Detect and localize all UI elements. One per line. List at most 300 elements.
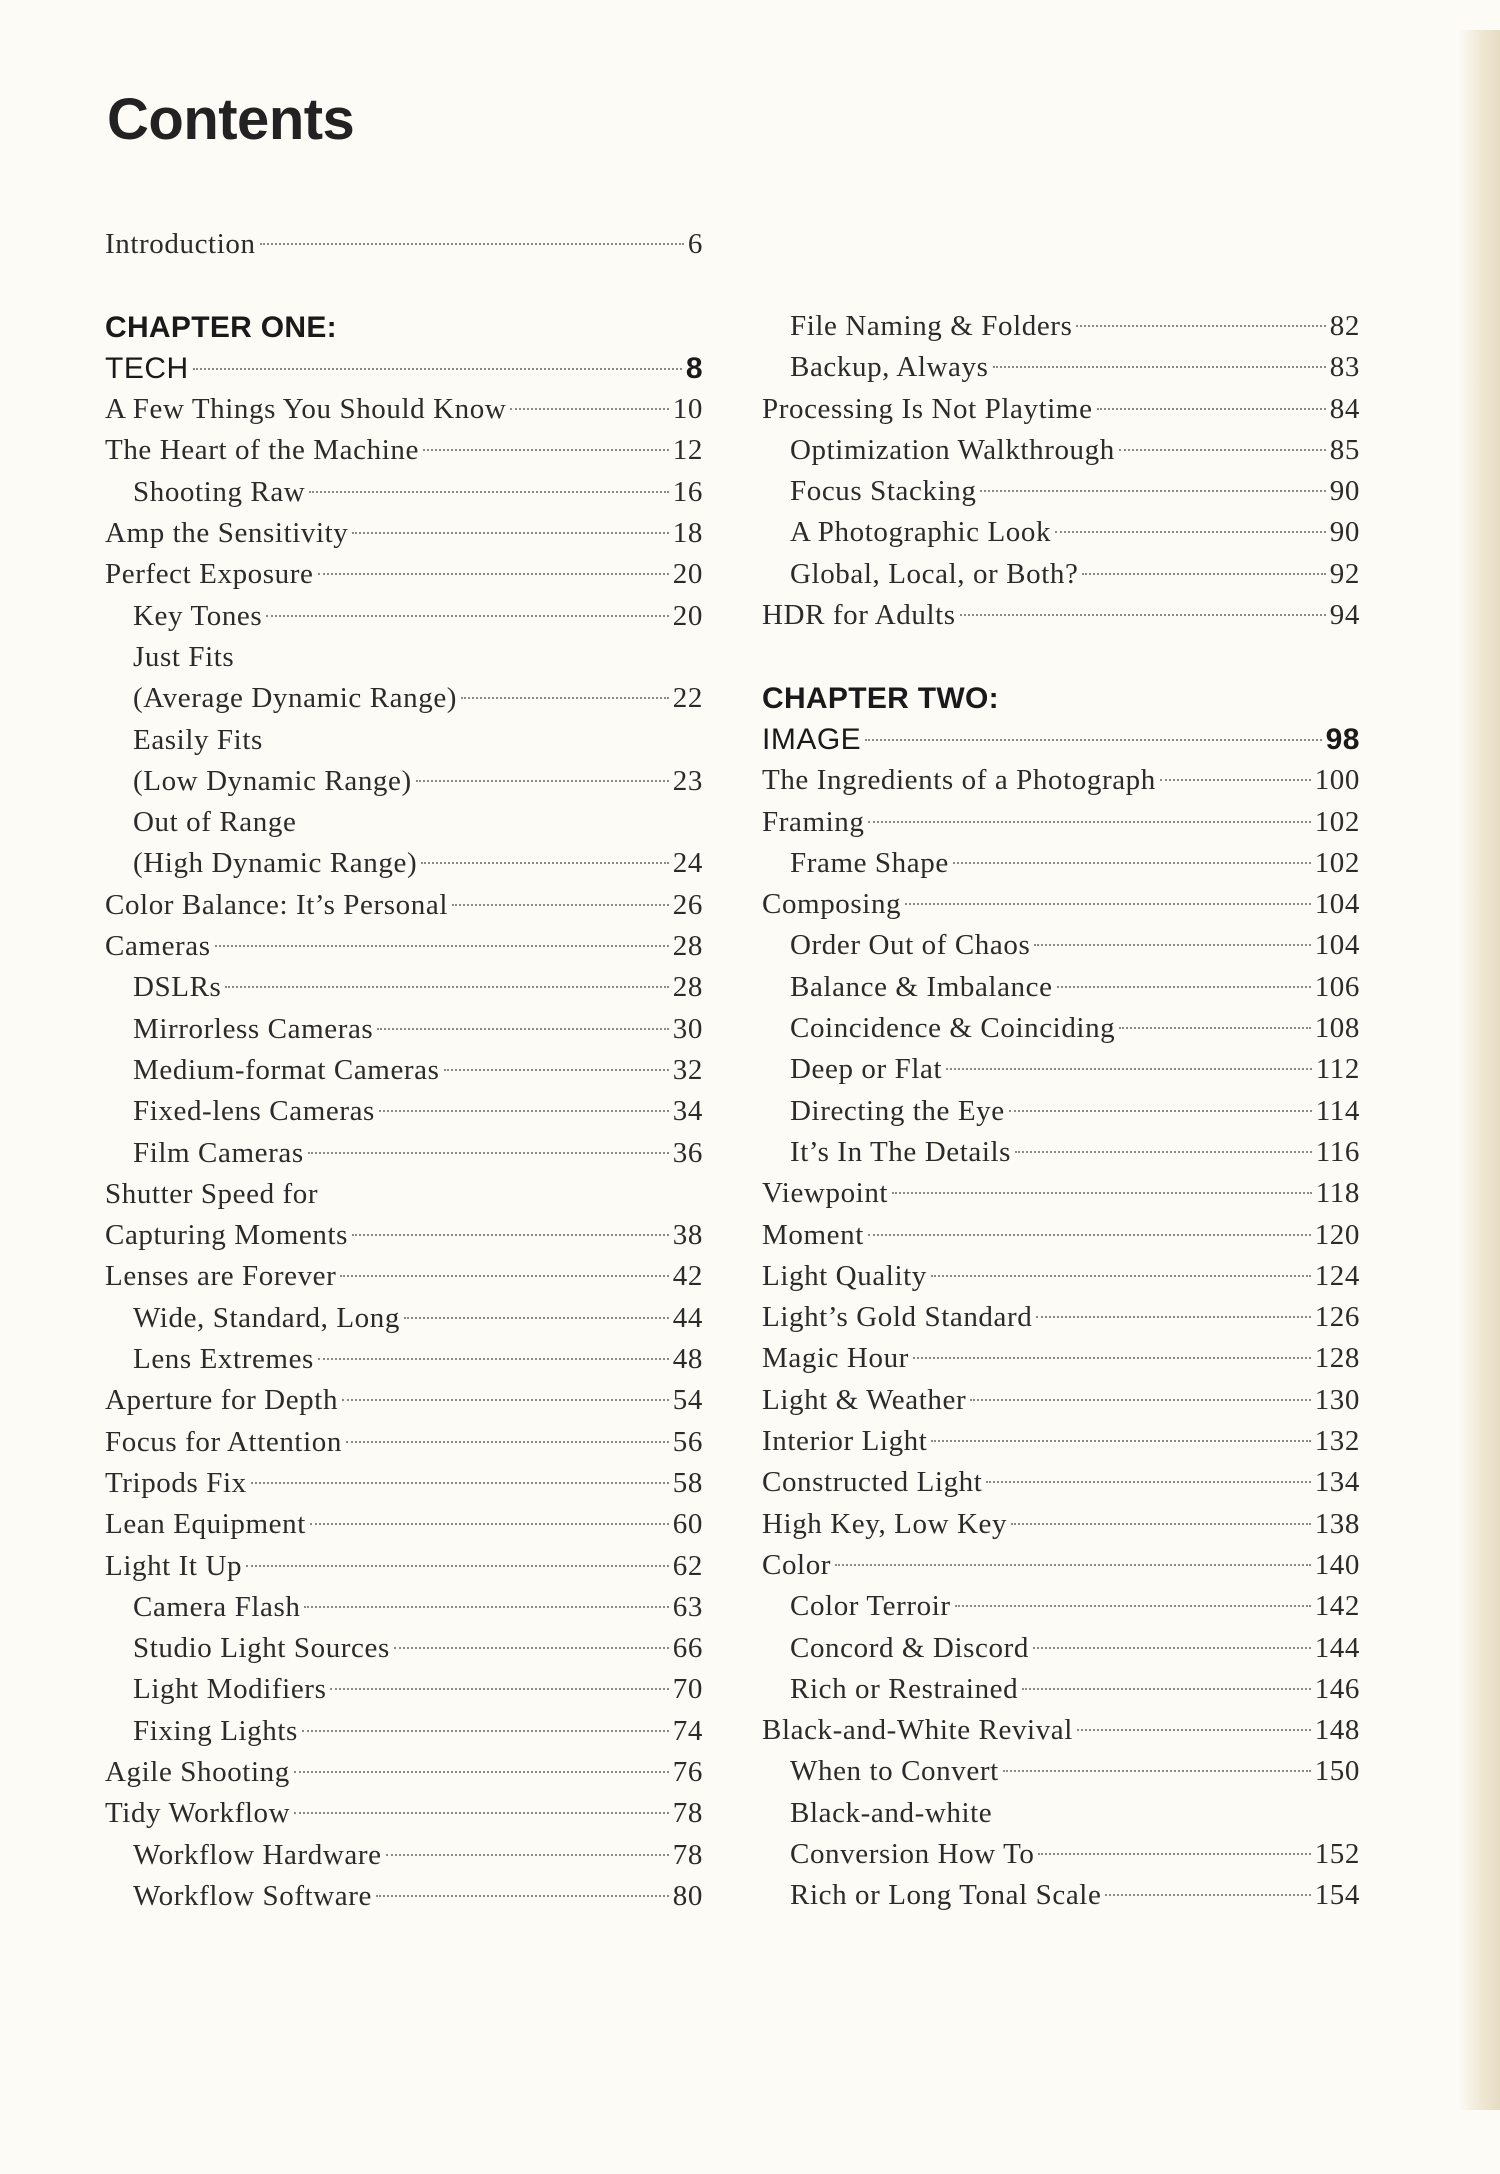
dot-leader bbox=[310, 1523, 669, 1525]
toc-page-number: 63 bbox=[672, 1590, 703, 1623]
dot-leader bbox=[1055, 531, 1326, 533]
toc-entry-label: Medium-format Cameras bbox=[133, 1053, 440, 1086]
toc-entry-label: Rich or Long Tonal Scale bbox=[790, 1879, 1102, 1912]
toc-entry-label: Lens Extremes bbox=[133, 1343, 314, 1376]
dot-leader bbox=[955, 1605, 1311, 1607]
toc-entry-label: A Few Things You Should Know bbox=[105, 393, 507, 426]
toc-entry bbox=[105, 224, 703, 265]
toc-entry bbox=[762, 1132, 1360, 1173]
toc-entry bbox=[105, 1463, 703, 1504]
toc-entry bbox=[105, 637, 703, 678]
toc-entry bbox=[105, 761, 703, 802]
toc-entry bbox=[762, 1462, 1360, 1503]
toc-entry bbox=[105, 926, 703, 967]
toc-entry-label: Framing bbox=[762, 805, 865, 838]
dot-leader bbox=[510, 408, 668, 410]
dot-leader bbox=[1105, 1894, 1310, 1896]
toc-entry bbox=[762, 1091, 1360, 1132]
toc-page-number: 44 bbox=[672, 1301, 703, 1334]
toc-entry bbox=[105, 885, 703, 926]
dot-leader bbox=[1033, 1647, 1311, 1649]
dot-leader bbox=[953, 862, 1311, 864]
chapter-label: CHAPTER TWO: bbox=[762, 681, 999, 715]
dot-leader bbox=[304, 1606, 668, 1608]
toc-page-number: 104 bbox=[1314, 888, 1360, 921]
dot-leader bbox=[215, 945, 669, 947]
toc-entry bbox=[762, 1421, 1360, 1462]
toc-entry-label: Fixing Lights bbox=[133, 1714, 298, 1747]
dot-leader bbox=[340, 1275, 668, 1277]
toc-entry-label: TECH bbox=[105, 351, 189, 385]
toc-page-number: 54 bbox=[672, 1384, 703, 1417]
toc-entry bbox=[762, 1628, 1360, 1669]
page-title: Contents bbox=[107, 87, 355, 152]
toc-entry-label: When to Convert bbox=[790, 1755, 999, 1788]
toc-entry-label: High Key, Low Key bbox=[762, 1507, 1008, 1540]
toc-entry bbox=[105, 1876, 703, 1917]
toc-page-number: 22 bbox=[672, 682, 703, 715]
toc-page-number: 106 bbox=[1314, 970, 1360, 1003]
toc-page-number: 76 bbox=[672, 1755, 703, 1788]
toc-entry bbox=[762, 1586, 1360, 1627]
toc-entry bbox=[762, 1834, 1360, 1875]
toc-entry-label: Global, Local, or Both? bbox=[790, 557, 1079, 590]
toc-entry-label: A Photographic Look bbox=[790, 516, 1052, 549]
toc-entry-label: (Low Dynamic Range) bbox=[133, 764, 412, 797]
toc-entry-label: Rich or Restrained bbox=[790, 1672, 1019, 1705]
toc-entry bbox=[762, 1504, 1360, 1545]
toc-entry-label: Color Terroir bbox=[790, 1590, 951, 1623]
toc-page-number: 78 bbox=[672, 1797, 703, 1830]
toc-entry-label: Wide, Standard, Long bbox=[133, 1301, 400, 1334]
toc-page-number: 56 bbox=[672, 1425, 703, 1458]
toc-page-number: 23 bbox=[672, 764, 703, 797]
toc-entry bbox=[762, 1049, 1360, 1090]
dot-leader bbox=[377, 1028, 668, 1030]
dot-leader bbox=[421, 862, 669, 864]
dot-leader bbox=[404, 1317, 669, 1319]
dot-leader bbox=[931, 1440, 1310, 1442]
dot-leader bbox=[294, 1812, 669, 1814]
dot-leader bbox=[980, 490, 1325, 492]
dot-leader bbox=[193, 368, 682, 370]
toc-page-number: 142 bbox=[1314, 1590, 1360, 1623]
toc-entry-label: Lenses are Forever bbox=[105, 1260, 337, 1293]
dot-leader bbox=[423, 449, 669, 451]
dot-leader bbox=[1119, 449, 1326, 451]
toc-page-number: 140 bbox=[1314, 1548, 1360, 1581]
dot-leader bbox=[1003, 1770, 1311, 1772]
dot-leader bbox=[868, 1234, 1311, 1236]
toc-page-number: 12 bbox=[672, 434, 703, 467]
toc-spacer bbox=[105, 265, 703, 306]
toc-entry-label: Processing Is Not Playtime bbox=[762, 392, 1093, 425]
toc-page-number: 32 bbox=[672, 1053, 703, 1086]
toc-page-number: 128 bbox=[1314, 1342, 1360, 1375]
toc-page-number: 90 bbox=[1329, 516, 1360, 549]
dot-leader bbox=[1082, 573, 1325, 575]
toc-entry bbox=[762, 1173, 1360, 1214]
toc-page-number: 70 bbox=[672, 1673, 703, 1706]
toc-entry bbox=[105, 1546, 703, 1587]
toc-entry-label: Workflow Hardware bbox=[133, 1838, 382, 1871]
toc-page-number: 118 bbox=[1315, 1177, 1360, 1210]
dot-leader bbox=[266, 615, 669, 617]
dot-leader bbox=[416, 780, 669, 782]
toc-page-number: 58 bbox=[672, 1466, 703, 1499]
toc-entry bbox=[762, 430, 1360, 471]
toc-entry-label: Viewpoint bbox=[762, 1177, 889, 1210]
toc-entry bbox=[105, 1091, 703, 1132]
toc-entry-label: Tidy Workflow bbox=[105, 1797, 291, 1830]
dot-leader bbox=[352, 1234, 669, 1236]
toc-entry-label: Shutter Speed for bbox=[105, 1177, 319, 1210]
toc-entry-label: Frame Shape bbox=[790, 846, 949, 879]
toc-page-number: 116 bbox=[1315, 1135, 1360, 1168]
toc-entry-label: Moment bbox=[762, 1218, 864, 1251]
toc-entry bbox=[762, 1545, 1360, 1586]
toc-page-number: 120 bbox=[1314, 1218, 1360, 1251]
toc-entry bbox=[762, 1008, 1360, 1049]
toc-entry-label: (High Dynamic Range) bbox=[133, 847, 418, 880]
dot-leader bbox=[309, 491, 668, 493]
toc-entry-label: Light It Up bbox=[105, 1549, 243, 1582]
dot-leader bbox=[1077, 1729, 1311, 1731]
toc-entry-label: Order Out of Chaos bbox=[790, 929, 1031, 962]
toc-right-column bbox=[762, 306, 1360, 1917]
toc-entry-label: Interior Light bbox=[762, 1425, 928, 1458]
dot-leader bbox=[302, 1730, 669, 1732]
toc-entry-label: Workflow Software bbox=[133, 1879, 372, 1912]
toc-entry bbox=[105, 1669, 703, 1710]
toc-page-number: 146 bbox=[1314, 1672, 1360, 1705]
toc-entry bbox=[105, 1587, 703, 1628]
toc-entry-label: Introduction bbox=[105, 228, 256, 260]
dot-leader bbox=[330, 1688, 668, 1690]
toc-entry bbox=[105, 843, 703, 884]
toc-entry-label: It’s In The Details bbox=[790, 1135, 1012, 1168]
dot-leader bbox=[386, 1854, 669, 1856]
chapter-label: CHAPTER ONE: bbox=[105, 310, 337, 344]
toc-page-number: 144 bbox=[1314, 1631, 1360, 1664]
dot-leader bbox=[1038, 1853, 1310, 1855]
toc-entry bbox=[105, 678, 703, 719]
toc-entry bbox=[762, 1875, 1360, 1916]
toc-entry bbox=[762, 760, 1360, 801]
toc-entry-label: Light Modifiers bbox=[133, 1673, 327, 1706]
toc-entry-label: Fixed-lens Cameras bbox=[133, 1095, 375, 1128]
toc-page-number: 10 bbox=[672, 393, 703, 426]
toc-entry bbox=[105, 389, 703, 430]
toc-entry bbox=[105, 1256, 703, 1297]
toc-page-number: 28 bbox=[672, 930, 703, 963]
toc-entry-label: Deep or Flat bbox=[790, 1053, 943, 1086]
dot-leader bbox=[294, 1771, 669, 1773]
toc-entry bbox=[105, 1174, 703, 1215]
dot-leader bbox=[1076, 325, 1325, 327]
toc-spacer bbox=[762, 636, 1360, 677]
dot-leader bbox=[913, 1357, 1311, 1359]
toc-entry-label: Light’s Gold Standard bbox=[762, 1301, 1033, 1334]
dot-leader bbox=[993, 366, 1326, 368]
dot-leader bbox=[1097, 408, 1326, 410]
toc-entry-label: Constructed Light bbox=[762, 1466, 983, 1499]
toc-entry bbox=[762, 554, 1360, 595]
toc-entry bbox=[105, 1133, 703, 1174]
toc-page-number: 104 bbox=[1314, 929, 1360, 962]
dot-leader bbox=[251, 1482, 669, 1484]
toc-entry-label: Film Cameras bbox=[133, 1136, 304, 1169]
dot-leader bbox=[960, 614, 1326, 616]
toc-entry bbox=[762, 1256, 1360, 1297]
toc-entry bbox=[105, 967, 703, 1008]
dot-leader bbox=[246, 1565, 669, 1567]
dot-leader bbox=[1119, 1027, 1310, 1029]
toc-entry-label: The Ingredients of a Photograph bbox=[762, 764, 1156, 797]
toc-entry bbox=[105, 720, 703, 761]
toc-entry bbox=[762, 1751, 1360, 1792]
toc-page-number: 74 bbox=[672, 1714, 703, 1747]
toc-entry-label: Black-and-White Revival bbox=[762, 1714, 1073, 1747]
toc-entry bbox=[105, 1009, 703, 1050]
dot-leader bbox=[394, 1647, 669, 1649]
dot-leader bbox=[318, 573, 669, 575]
toc-page-number: 102 bbox=[1314, 846, 1360, 879]
toc-page-number: 112 bbox=[1315, 1053, 1360, 1086]
toc-entry bbox=[105, 472, 703, 513]
toc-page-number: 16 bbox=[672, 475, 703, 508]
toc-entry bbox=[762, 1669, 1360, 1710]
toc-entry bbox=[762, 1710, 1360, 1751]
toc-page-number: 36 bbox=[672, 1136, 703, 1169]
dot-leader bbox=[379, 1110, 669, 1112]
toc-entry-label: Easily Fits bbox=[133, 723, 263, 756]
toc-page-number: 20 bbox=[672, 599, 703, 632]
dot-leader bbox=[444, 1069, 669, 1071]
toc-entry bbox=[762, 925, 1360, 966]
toc-entry bbox=[105, 1422, 703, 1463]
toc-entry bbox=[105, 1298, 703, 1339]
dot-leader bbox=[986, 1481, 1310, 1483]
toc-entry-label: Balance & Imbalance bbox=[790, 970, 1053, 1003]
toc-entry-label: Concord & Discord bbox=[790, 1631, 1029, 1664]
toc-entry-label: Magic Hour bbox=[762, 1342, 909, 1375]
toc-entry-label: HDR for Adults bbox=[762, 599, 956, 632]
toc-page-number: 98 bbox=[1325, 722, 1360, 756]
toc-entry-label: Optimization Walkthrough bbox=[790, 433, 1115, 466]
toc-page-number: 152 bbox=[1314, 1837, 1360, 1870]
toc-page-number: 132 bbox=[1314, 1425, 1360, 1458]
toc-entry-label: Mirrorless Cameras bbox=[133, 1012, 374, 1045]
toc-page-number: 102 bbox=[1314, 805, 1360, 838]
toc-page-number: 48 bbox=[672, 1343, 703, 1376]
toc-entry-label: IMAGE bbox=[762, 722, 862, 756]
toc-page-number: 148 bbox=[1314, 1714, 1360, 1747]
toc-entry bbox=[105, 802, 703, 843]
toc-entry-label: Key Tones bbox=[133, 599, 263, 632]
toc-entry bbox=[762, 802, 1360, 843]
toc-entry bbox=[762, 306, 1360, 347]
chapter-title-entry bbox=[762, 719, 1360, 760]
dot-leader bbox=[260, 243, 684, 245]
toc-entry-label: Focus for Attention bbox=[105, 1425, 342, 1458]
toc-entry bbox=[762, 347, 1360, 388]
toc-entry bbox=[105, 1504, 703, 1545]
toc-entry-label: Just Fits bbox=[133, 640, 235, 673]
toc-entry bbox=[105, 1380, 703, 1421]
dot-leader bbox=[865, 739, 1321, 741]
toc-entry bbox=[105, 513, 703, 554]
chapter-title-entry bbox=[105, 348, 703, 389]
toc-page-number: 30 bbox=[672, 1012, 703, 1045]
dot-leader bbox=[452, 904, 669, 906]
toc-entry-label: Cameras bbox=[105, 930, 211, 963]
toc-entry bbox=[762, 967, 1360, 1008]
toc-page-number: 60 bbox=[672, 1508, 703, 1541]
dot-leader bbox=[352, 532, 668, 534]
toc-page-number: 6 bbox=[687, 228, 703, 260]
toc-entry bbox=[105, 1711, 703, 1752]
dot-leader bbox=[1022, 1688, 1310, 1690]
dot-leader bbox=[970, 1399, 1310, 1401]
toc-page-number: 126 bbox=[1314, 1301, 1360, 1334]
toc-page-number: 38 bbox=[672, 1219, 703, 1252]
toc-entry bbox=[105, 430, 703, 471]
toc-entry-label: Color Balance: It’s Personal bbox=[105, 888, 448, 921]
toc-entry-label: Backup, Always bbox=[790, 351, 989, 384]
toc-entry bbox=[762, 1215, 1360, 1256]
toc-entry-label: Studio Light Sources bbox=[133, 1632, 390, 1665]
dot-leader bbox=[1160, 779, 1311, 781]
toc-page-number: 66 bbox=[672, 1632, 703, 1665]
toc-entry-label: DSLRs bbox=[133, 971, 222, 1004]
toc-page-number: 84 bbox=[1329, 392, 1360, 425]
toc-entry-label: Shooting Raw bbox=[133, 475, 306, 508]
toc-page-number: 42 bbox=[672, 1260, 703, 1293]
dot-leader bbox=[225, 986, 668, 988]
dot-leader bbox=[1011, 1523, 1311, 1525]
toc-entry bbox=[105, 554, 703, 595]
dot-leader bbox=[461, 697, 669, 699]
toc-entry-label: File Naming & Folders bbox=[790, 310, 1073, 342]
toc-entry-label: Directing the Eye bbox=[790, 1094, 1005, 1127]
toc-page-number: 94 bbox=[1329, 599, 1360, 632]
toc-page-number: 26 bbox=[672, 888, 703, 921]
dot-leader bbox=[946, 1068, 1312, 1070]
toc-entry-label: The Heart of the Machine bbox=[105, 434, 419, 467]
dot-leader bbox=[868, 821, 1310, 823]
toc-entry bbox=[762, 1297, 1360, 1338]
toc-entry bbox=[762, 1380, 1360, 1421]
dot-leader bbox=[1036, 1316, 1310, 1318]
toc-entry bbox=[105, 1339, 703, 1380]
toc-entry bbox=[762, 471, 1360, 512]
toc-entry bbox=[762, 1793, 1360, 1834]
toc-entry-label: Composing bbox=[762, 888, 902, 921]
toc-page-number: 100 bbox=[1314, 764, 1360, 797]
toc-entry-label: Capturing Moments bbox=[105, 1219, 348, 1252]
toc-page-number: 62 bbox=[672, 1549, 703, 1582]
toc-entry-label: Perfect Exposure bbox=[105, 558, 314, 591]
toc-entry-label: Camera Flash bbox=[133, 1590, 301, 1623]
toc-entry bbox=[762, 595, 1360, 636]
toc-page-number: 90 bbox=[1329, 475, 1360, 508]
dot-leader bbox=[835, 1564, 1311, 1566]
toc-entry bbox=[105, 1050, 703, 1091]
dot-leader bbox=[342, 1399, 669, 1401]
toc-entry-label: Conversion How To bbox=[790, 1837, 1035, 1870]
toc-entry-label: Tripods Fix bbox=[105, 1466, 247, 1499]
toc-page-number: 34 bbox=[672, 1095, 703, 1128]
toc-entry-label: (Average Dynamic Range) bbox=[133, 682, 458, 715]
toc-entry-label: Coincidence & Coinciding bbox=[790, 1012, 1116, 1045]
dot-leader bbox=[1015, 1151, 1312, 1153]
toc-entry bbox=[105, 596, 703, 637]
dot-leader bbox=[892, 1192, 1312, 1194]
toc-page-number: 20 bbox=[672, 558, 703, 591]
toc-page-number: 8 bbox=[685, 351, 703, 385]
dot-leader bbox=[376, 1895, 669, 1897]
toc-entry-label: Light & Weather bbox=[762, 1383, 967, 1416]
toc-entry bbox=[105, 1628, 703, 1669]
toc-page-number: 18 bbox=[672, 517, 703, 550]
toc-entry bbox=[762, 512, 1360, 553]
toc-page-number: 154 bbox=[1314, 1879, 1360, 1912]
toc-page-number: 130 bbox=[1314, 1383, 1360, 1416]
dot-leader bbox=[1057, 986, 1311, 988]
toc-entry bbox=[762, 843, 1360, 884]
toc-entry bbox=[762, 389, 1360, 430]
toc-page-number: 28 bbox=[672, 971, 703, 1004]
dot-leader bbox=[931, 1275, 1311, 1277]
toc-page-number: 138 bbox=[1314, 1507, 1360, 1540]
toc-entry bbox=[105, 1215, 703, 1256]
toc-entry-label: Amp the Sensitivity bbox=[105, 517, 349, 550]
toc-page-number: 83 bbox=[1329, 351, 1360, 384]
toc-entry-label: Focus Stacking bbox=[790, 475, 977, 508]
toc-entry-label: Black-and-white bbox=[790, 1796, 993, 1829]
dot-leader bbox=[1009, 1110, 1312, 1112]
dot-leader bbox=[905, 903, 1311, 905]
dot-leader bbox=[1034, 944, 1310, 946]
dot-leader bbox=[308, 1152, 669, 1154]
toc-page-number: 92 bbox=[1329, 557, 1360, 590]
toc-page-number: 24 bbox=[672, 847, 703, 880]
toc-entry-label: Light Quality bbox=[762, 1259, 927, 1292]
toc-page-number: 78 bbox=[672, 1838, 703, 1871]
toc-entry bbox=[105, 1793, 703, 1834]
toc-page-number: 82 bbox=[1329, 310, 1360, 342]
toc-entry bbox=[105, 1835, 703, 1876]
toc-page-number: 150 bbox=[1314, 1755, 1360, 1788]
toc-page-number: 134 bbox=[1314, 1466, 1360, 1499]
toc-left-column bbox=[105, 224, 703, 1917]
dot-leader bbox=[318, 1358, 669, 1360]
dot-leader bbox=[346, 1441, 669, 1443]
toc-entry-label: Lean Equipment bbox=[105, 1508, 306, 1541]
toc-entry-label: Agile Shooting bbox=[105, 1755, 290, 1788]
toc-entry-label: Color bbox=[762, 1548, 832, 1581]
toc-page-number: 124 bbox=[1314, 1259, 1360, 1292]
toc-page-number: 108 bbox=[1314, 1012, 1360, 1045]
page-edge-shadow bbox=[1458, 30, 1500, 2110]
toc-entry bbox=[105, 1752, 703, 1793]
toc-entry bbox=[762, 1338, 1360, 1379]
toc-page-number: 80 bbox=[672, 1879, 703, 1912]
toc-entry-label: Out of Range bbox=[133, 806, 297, 839]
toc-entry bbox=[762, 884, 1360, 925]
toc-page-number: 114 bbox=[1315, 1094, 1360, 1127]
